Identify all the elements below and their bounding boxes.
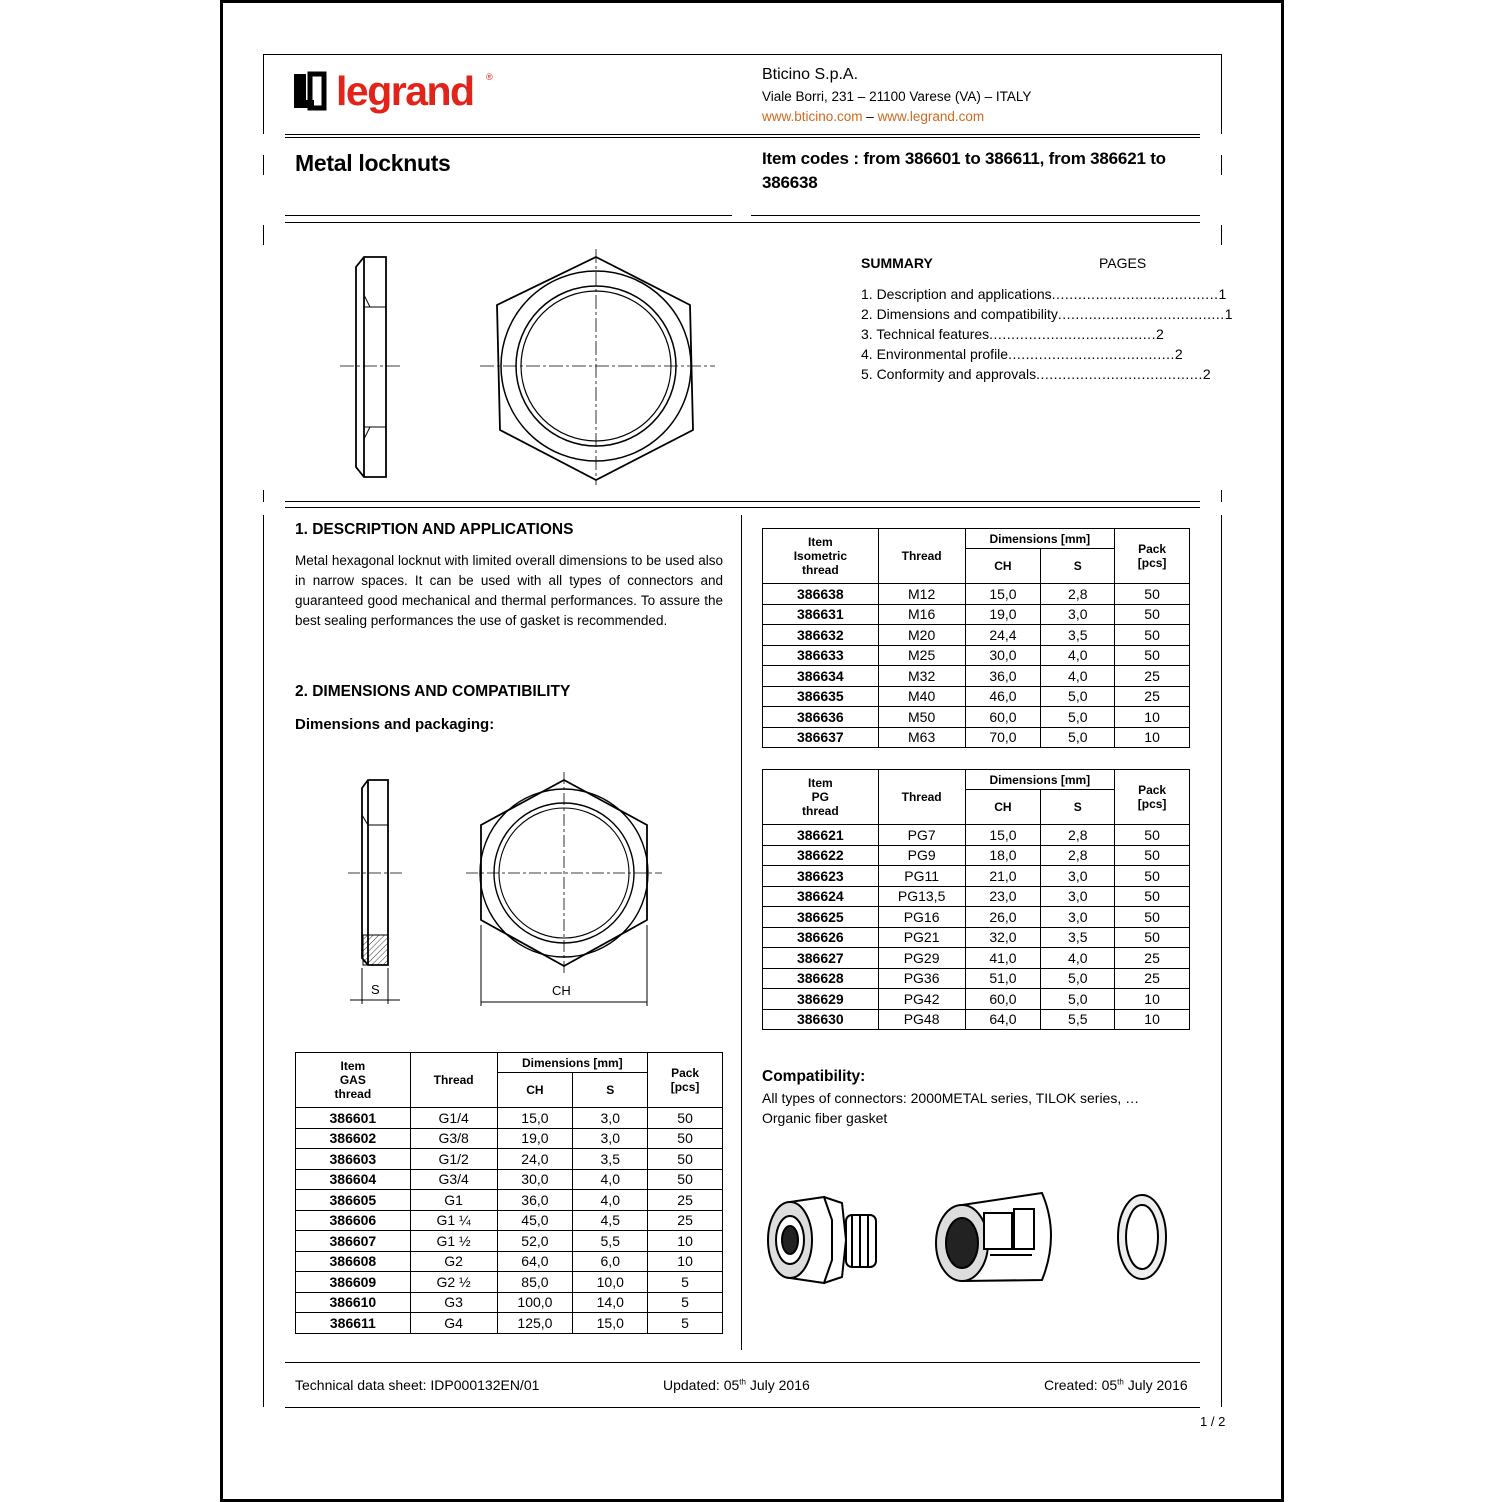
cell-thread: PG29 (878, 948, 965, 969)
col-ch: CH (497, 1073, 573, 1108)
cell-pack: 25 (1115, 968, 1190, 989)
cell-pack: 50 (1115, 584, 1190, 605)
cell-s: 15,0 (573, 1313, 648, 1334)
cell-thread: G1/4 (410, 1108, 497, 1129)
cell-pack: 50 (648, 1149, 723, 1170)
cell-s: 4,0 (573, 1190, 648, 1211)
table-row (763, 845, 1190, 866)
cell-ch: 125,0 (497, 1313, 573, 1334)
cell-s: 4,5 (573, 1210, 648, 1231)
table-row (296, 1108, 723, 1129)
cell-thread: M63 (878, 727, 965, 748)
side-tick (263, 155, 264, 175)
cell-pack: 50 (648, 1128, 723, 1149)
created-prefix: Created: 05 (1044, 1377, 1118, 1393)
table-row (763, 866, 1190, 887)
cell-s: 3,0 (1041, 907, 1115, 928)
cell-ch: 30,0 (497, 1169, 573, 1190)
cell-s: 2,8 (1041, 584, 1115, 605)
cell-ch: 52,0 (497, 1231, 573, 1252)
cell-item: 386610 (296, 1292, 411, 1313)
cell-pack: 5 (648, 1313, 723, 1334)
summary-item-label: 3. Technical features (861, 326, 990, 342)
updated-sup: th (739, 1377, 746, 1387)
summary-item[interactable]: 3. Technical features ...................................... 2 (861, 326, 1164, 342)
web-separator: – (862, 109, 878, 124)
pg-thread-table (762, 769, 1190, 1030)
col-item: Item PG thread (763, 770, 879, 825)
section-rule-2 (285, 507, 1200, 508)
cell-pack: 50 (648, 1169, 723, 1190)
summary-item[interactable]: 5. Conformity and approvals ...................................... 2 (861, 366, 1211, 382)
cell-item: 386637 (763, 727, 879, 748)
footer-bottom-rule (285, 1407, 1200, 1408)
table-row (763, 1009, 1190, 1030)
cell-item: 386632 (763, 625, 879, 646)
cell-ch: 32,0 (965, 927, 1041, 948)
cell-pack: 10 (1115, 989, 1190, 1010)
cell-ch: 21,0 (965, 866, 1041, 887)
locknut-dimension-drawing (340, 770, 670, 1015)
cell-thread: M25 (878, 645, 965, 666)
cell-item: 386621 (763, 825, 879, 846)
cell-s: 14,0 (573, 1292, 648, 1313)
brand-wordmark: legrand (336, 68, 474, 114)
locknut-drawing-top (330, 245, 720, 495)
cell-ch: 41,0 (965, 948, 1041, 969)
cell-ch: 36,0 (965, 666, 1041, 687)
company-web (762, 109, 984, 124)
cell-item: 386624 (763, 886, 879, 907)
header-bottom-rule (285, 134, 1200, 135)
col-ch: CH (965, 549, 1041, 584)
footer-updated (663, 1377, 810, 1393)
section-rule (285, 501, 1200, 502)
cell-thread: PG13,5 (878, 886, 965, 907)
cell-item: 386636 (763, 707, 879, 728)
company-name: Bticino S.p.A. (762, 66, 859, 83)
cell-pack: 50 (1115, 886, 1190, 907)
cell-thread: M32 (878, 666, 965, 687)
page-title: Metal locknuts (295, 150, 451, 176)
col-ch: CH (965, 790, 1041, 825)
cell-item: 386629 (763, 989, 879, 1010)
table-row (763, 907, 1190, 928)
cell-s: 2,8 (1041, 845, 1115, 866)
cell-item: 386633 (763, 645, 879, 666)
isometric-thread-table (762, 528, 1190, 748)
summary-item-label: 2. Dimensions and compatibility (861, 306, 1058, 322)
table-row (763, 825, 1190, 846)
cell-s: 6,0 (573, 1251, 648, 1272)
table-row (763, 886, 1190, 907)
page-number: 1 / 2 (1200, 1414, 1226, 1429)
table-row (296, 1231, 723, 1252)
cell-item: 386603 (296, 1149, 411, 1170)
cell-item: 386601 (296, 1108, 411, 1129)
summary-item-label: 5. Conformity and approvals (861, 366, 1037, 382)
summary-item-page: 1 (1218, 286, 1227, 302)
cell-thread: M16 (878, 604, 965, 625)
cell-ch: 19,0 (965, 604, 1041, 625)
cell-pack: 50 (1115, 907, 1190, 928)
cell-item: 386634 (763, 666, 879, 687)
cell-s: 4,0 (573, 1169, 648, 1190)
legrand-logo (292, 68, 502, 129)
cell-thread: PG21 (878, 927, 965, 948)
table-row (296, 1190, 723, 1211)
sheet-prefix: Technical data sheet: (295, 1377, 431, 1393)
cell-thread: PG7 (878, 825, 965, 846)
cable-gland-image (768, 1197, 876, 1283)
col-pack: Pack [pcs] (1115, 529, 1190, 584)
col-dimensions: Dimensions [mm] (965, 529, 1115, 549)
table-row (763, 989, 1190, 1010)
company-address: Viale Borri, 231 – 21100 Varese (VA) – ITALY (762, 89, 1032, 104)
cell-pack: 50 (1115, 645, 1190, 666)
summary-item[interactable]: 1. Description and applications ...................................... 1 (861, 286, 1227, 302)
cell-s: 2,8 (1041, 825, 1115, 846)
side-tick (1221, 155, 1222, 175)
cell-item: 386606 (296, 1210, 411, 1231)
cell-pack: 25 (1115, 666, 1190, 687)
cell-pack: 10 (648, 1231, 723, 1252)
compatibility-line-2: Organic fiber gasket (762, 1110, 888, 1126)
title-rule-left (285, 215, 732, 216)
cell-item: 386609 (296, 1272, 411, 1293)
header-bottom-rule-2 (285, 137, 1200, 138)
side-tick (263, 490, 264, 502)
cell-thread: PG48 (878, 1009, 965, 1030)
summary-item[interactable]: 4. Environmental profile ...................................... 2 (861, 346, 1183, 362)
cell-s: 3,5 (1041, 625, 1115, 646)
cell-thread: G1 ¼ (410, 1210, 497, 1231)
dimension-label-ch: CH (552, 983, 571, 998)
cell-item: 386607 (296, 1231, 411, 1252)
col-s: S (1041, 790, 1115, 825)
created-suffix: July 2016 (1123, 1377, 1188, 1393)
cell-s: 10,0 (573, 1272, 648, 1293)
cell-ch: 24,0 (497, 1149, 573, 1170)
header-top-rule (263, 54, 1222, 55)
table-row (296, 1272, 723, 1293)
col-item: Item GAS thread (296, 1053, 411, 1108)
summary-item-label: 4. Environmental profile (861, 346, 1009, 362)
cell-pack: 5 (648, 1272, 723, 1293)
cell-item: 386627 (763, 948, 879, 969)
cell-s: 5,0 (1041, 686, 1115, 707)
cell-ch: 45,0 (497, 1210, 573, 1231)
col-s: S (1041, 549, 1115, 584)
section1-text: Metal hexagonal locknut with limited overall dimensions to be used also in narrow spaces. It can be used with all types of connectors and guaranteed good mechanical and thermal performances. To assure the best sealing performances the use of gasket is recommended. (295, 553, 723, 628)
cell-item: 386602 (296, 1128, 411, 1149)
right-margin-rule (1221, 515, 1222, 1365)
table-row (296, 1210, 723, 1231)
table-row (296, 1169, 723, 1190)
column-divider (741, 515, 742, 1350)
cell-pack: 50 (1115, 604, 1190, 625)
cell-s: 3,0 (1041, 604, 1115, 625)
cell-pack: 10 (648, 1251, 723, 1272)
cell-ch: 46,0 (965, 686, 1041, 707)
table-row (763, 666, 1190, 687)
cell-thread: M50 (878, 707, 965, 728)
cell-item: 386631 (763, 604, 879, 625)
cell-ch: 60,0 (965, 989, 1041, 1010)
registered-mark: ® (486, 72, 493, 82)
cell-pack: 10 (1115, 727, 1190, 748)
table-row (296, 1128, 723, 1149)
table-row (763, 927, 1190, 948)
footer-top-rule (285, 1362, 1200, 1363)
bticino-link[interactable]: www.bticino.com (762, 109, 863, 124)
cell-ch: 18,0 (965, 845, 1041, 866)
cell-s: 5,5 (1041, 1009, 1115, 1030)
cell-s: 5,0 (1041, 727, 1115, 748)
cell-ch: 85,0 (497, 1272, 573, 1293)
cell-s: 5,0 (1041, 707, 1115, 728)
cell-thread: G2 (410, 1251, 497, 1272)
compatibility-heading: Compatibility: (762, 1068, 866, 1085)
title-rule-right (751, 215, 1200, 216)
cell-s: 5,5 (573, 1231, 648, 1252)
cell-s: 4,0 (1041, 666, 1115, 687)
section2-heading: 2. DIMENSIONS AND COMPATIBILITY (295, 683, 571, 700)
cell-pack: 50 (1115, 825, 1190, 846)
cell-s: 3,0 (573, 1108, 648, 1129)
cell-ch: 60,0 (965, 707, 1041, 728)
cell-thread: G1/2 (410, 1149, 497, 1170)
summary-item[interactable]: 2. Dimensions and compatibility ...................................... 1 (861, 306, 1233, 322)
cell-ch: 100,0 (497, 1292, 573, 1313)
cell-item: 386604 (296, 1169, 411, 1190)
cell-s: 4,0 (1041, 948, 1115, 969)
section2-subheading: Dimensions and packaging: (295, 716, 495, 733)
created-sup: th (1117, 1377, 1124, 1387)
cell-thread: PG36 (878, 968, 965, 989)
col-item: Item Isometric thread (763, 529, 879, 584)
table-row (763, 584, 1190, 605)
summary-item-page: 2 (1155, 326, 1164, 342)
cell-thread: G3/4 (410, 1169, 497, 1190)
col-dimensions: Dimensions [mm] (497, 1053, 648, 1073)
table-row (763, 604, 1190, 625)
cell-pack: 25 (1115, 948, 1190, 969)
cell-ch: 64,0 (965, 1009, 1041, 1030)
cell-thread: G3 (410, 1292, 497, 1313)
cell-s: 3,5 (573, 1149, 648, 1170)
cell-thread: G1 ½ (410, 1231, 497, 1252)
cell-ch: 51,0 (965, 968, 1041, 989)
side-tick (1221, 490, 1222, 502)
cell-ch: 64,0 (497, 1251, 573, 1272)
footer-right-rule (1221, 1362, 1222, 1407)
cell-s: 5,0 (1041, 968, 1115, 989)
side-tick (263, 225, 264, 245)
summary-list (861, 282, 1233, 382)
cell-item: 386625 (763, 907, 879, 928)
gas-thread-table (295, 1052, 723, 1334)
title-rule-bottom (285, 222, 1200, 223)
cell-item: 386638 (763, 584, 879, 605)
cell-thread: G1 (410, 1190, 497, 1211)
cell-pack: 25 (1115, 686, 1190, 707)
col-thread: Thread (878, 529, 965, 584)
table-row (296, 1313, 723, 1334)
pages-heading: PAGES (1099, 255, 1147, 271)
col-pack: Pack [pcs] (1115, 770, 1190, 825)
cell-item: 386628 (763, 968, 879, 989)
cell-thread: G2 ½ (410, 1272, 497, 1293)
left-margin-rule (263, 515, 264, 1365)
cell-thread: M40 (878, 686, 965, 707)
section1-heading: 1. DESCRIPTION AND APPLICATIONS (295, 521, 574, 538)
cell-pack: 25 (648, 1190, 723, 1211)
updated-suffix: July 2016 (745, 1377, 810, 1393)
compatibility-line-1: All types of connectors: 2000METAL series, TILOK series, … (762, 1090, 1140, 1106)
cell-s: 3,0 (1041, 886, 1115, 907)
cell-thread: PG16 (878, 907, 965, 928)
table-row (763, 727, 1190, 748)
cell-ch: 15,0 (965, 584, 1041, 605)
cell-thread: G3/8 (410, 1128, 497, 1149)
summary-item-page: 1 (1224, 306, 1233, 322)
legrand-link[interactable]: www.legrand.com (877, 109, 985, 124)
cell-thread: PG11 (878, 866, 965, 887)
cell-thread: PG9 (878, 845, 965, 866)
summary-item-label: 1. Description and applications (861, 286, 1052, 302)
cell-item: 386626 (763, 927, 879, 948)
cell-ch: 15,0 (497, 1108, 573, 1129)
summary-heading: SUMMARY (861, 255, 933, 271)
tilok-connector-image (936, 1193, 1051, 1281)
cell-item: 386623 (763, 866, 879, 887)
cell-thread: M20 (878, 625, 965, 646)
cell-s: 3,0 (1041, 866, 1115, 887)
cell-s: 3,5 (1041, 927, 1115, 948)
table-row (763, 968, 1190, 989)
cell-pack: 50 (1115, 845, 1190, 866)
table-row (296, 1251, 723, 1272)
cell-item: 386630 (763, 1009, 879, 1030)
cell-ch: 15,0 (965, 825, 1041, 846)
cell-ch: 19,0 (497, 1128, 573, 1149)
cell-thread: M12 (878, 584, 965, 605)
table-row (763, 707, 1190, 728)
cell-ch: 24,4 (965, 625, 1041, 646)
summary-item-page: 2 (1202, 366, 1211, 382)
table-row (296, 1149, 723, 1170)
cell-ch: 70,0 (965, 727, 1041, 748)
header-right-rule (1221, 54, 1222, 134)
footer-sheet-id (295, 1377, 539, 1393)
connector-images (762, 1185, 1182, 1300)
cell-item: 386622 (763, 845, 879, 866)
table-row (763, 625, 1190, 646)
cell-pack: 10 (1115, 707, 1190, 728)
table-row (763, 686, 1190, 707)
fiber-gasket-image (1118, 1195, 1166, 1279)
cell-ch: 26,0 (965, 907, 1041, 928)
cell-pack: 50 (648, 1108, 723, 1129)
col-s: S (573, 1073, 648, 1108)
table-row (763, 645, 1190, 666)
sheet-id: IDP000132EN/01 (430, 1377, 540, 1393)
cell-ch: 23,0 (965, 886, 1041, 907)
col-thread: Thread (878, 770, 965, 825)
col-thread: Thread (410, 1053, 497, 1108)
cell-thread: PG42 (878, 989, 965, 1010)
cell-pack: 25 (648, 1210, 723, 1231)
table-row (296, 1292, 723, 1313)
cell-pack: 50 (1115, 866, 1190, 887)
summary-item-page: 2 (1174, 346, 1183, 362)
cell-item: 386611 (296, 1313, 411, 1334)
cell-ch: 36,0 (497, 1190, 573, 1211)
updated-prefix: Updated: 05 (663, 1377, 740, 1393)
footer-left-rule (263, 1362, 264, 1407)
header-left-rule (263, 54, 264, 134)
cell-s: 5,0 (1041, 989, 1115, 1010)
side-tick (1221, 225, 1222, 245)
cell-thread: G4 (410, 1313, 497, 1334)
cell-pack: 50 (1115, 625, 1190, 646)
col-dimensions: Dimensions [mm] (965, 770, 1115, 790)
cell-item: 386605 (296, 1190, 411, 1211)
dimension-label-s: S (371, 982, 380, 997)
cell-s: 4,0 (1041, 645, 1115, 666)
cell-pack: 10 (1115, 1009, 1190, 1030)
col-pack: Pack [pcs] (648, 1053, 723, 1108)
cell-s: 3,0 (573, 1128, 648, 1149)
table-row (763, 948, 1190, 969)
cell-ch: 30,0 (965, 645, 1041, 666)
cell-pack: 5 (648, 1292, 723, 1313)
item-codes: Item codes : from 386601 to 386611, from 386621 to 386638 (762, 149, 1166, 192)
cell-item: 386608 (296, 1251, 411, 1272)
cell-item: 386635 (763, 686, 879, 707)
footer-created (1044, 1377, 1188, 1393)
cell-pack: 50 (1115, 927, 1190, 948)
